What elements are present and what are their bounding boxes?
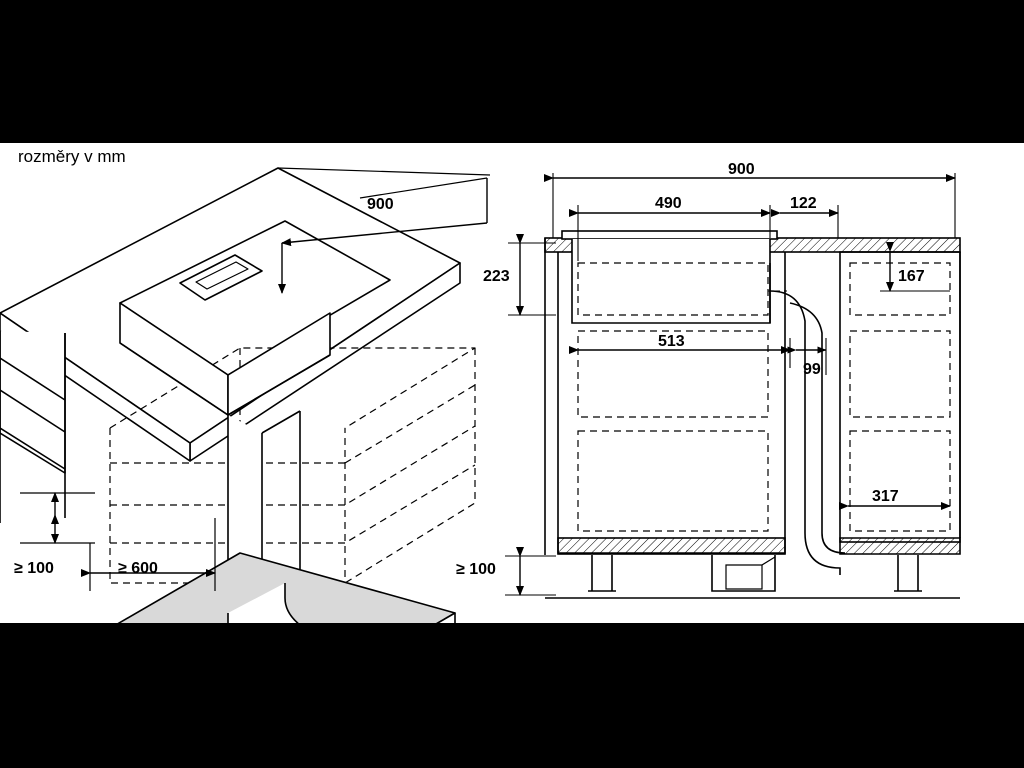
label-right-upper-depth: 167 [898, 268, 925, 285]
label-right-inner-depth: 513 [658, 333, 685, 350]
label-right-total-width: 900 [728, 161, 755, 178]
diagram-svg [0, 143, 1024, 623]
diagram-sheet [0, 143, 1024, 623]
label-right-height: 223 [483, 268, 510, 285]
diagram-caption: rozměry v mm [18, 147, 126, 166]
label-right-duct-width: 99 [803, 361, 821, 378]
label-right-inner-width: 490 [655, 195, 682, 212]
label-left-min-rear-clearance: ≥ 100 [14, 560, 54, 577]
right-section-drawing [545, 231, 960, 598]
label-right-min-floor-clearance: ≥ 100 [456, 561, 496, 578]
label-right-lower-depth: 317 [872, 488, 899, 505]
label-left-min-cabinet-depth: ≥ 600 [118, 560, 158, 577]
label-right-duct-offset: 122 [790, 195, 817, 212]
left-perspective-drawing [0, 168, 475, 623]
label-left-width-900: 900 [367, 196, 394, 213]
